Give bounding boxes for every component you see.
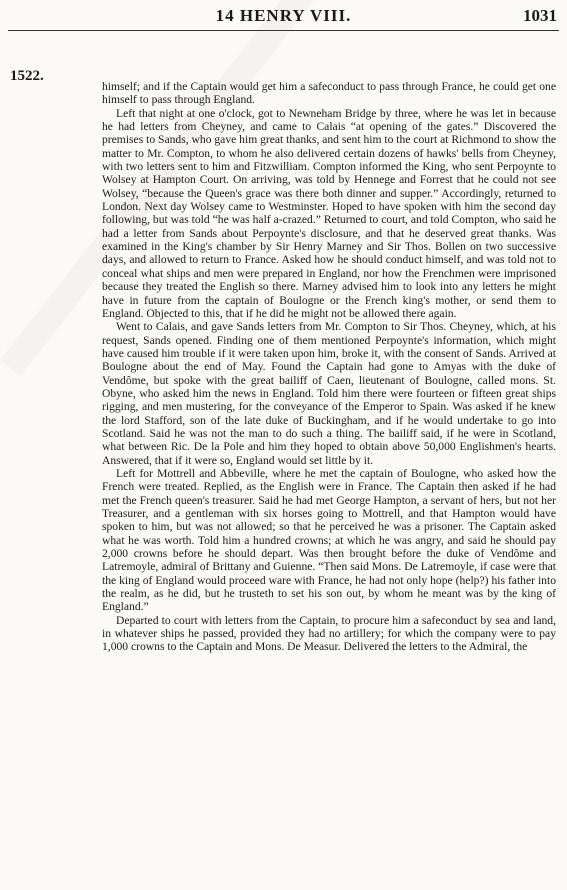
header-rule <box>8 30 559 31</box>
page-number: 1031 <box>523 6 557 25</box>
paragraph: Left for Mottrell and Abbeville, where he met the captain of Boulogne, who asked how the French were treated. Replied, as the English were in France. The Captain then asked if he had met the French queen's treasurer. Said he had met George Hampton, a servant of hers, but not her Treasurer, and a gentleman with six horses going to Mottrell, and that Hampton would have spoken to him, but was not allowed; so that he perceived he was a prisoner. The Captain asked what he was worth. Told him a hundred crowns; at which he was angry, and said he should pay 2,000 crowns before he should depart. Was then brought before the duke of Vendôme and Latremoyle, admiral of Brittany and Guienne. “Then said Mons. De Latremoyle, if case were that the king of England would proceed ware with France, he had not only hope (help?) his father into the realm, as he did, but he trusteth to set his son out, by whom he meant was by the king of England.” <box>102 466 556 614</box>
paragraph: himself; and if the Captain would get him a safeconduct to pass through France, he could get one himself to pass through England. <box>102 80 556 107</box>
paragraph: Departed to court with letters from the Captain, to procure him a safeconduct by sea and land, in whatever ships he passed, provided they had no artillery; for which the company were to pay 1,000 crowns to the Captain and Mons. De Measur. Delivered the letters to the Admiral, the <box>102 613 556 654</box>
body-text <box>102 80 556 654</box>
running-head: 14 HENRY VIII. <box>215 6 352 25</box>
paragraph: Left that night at one o'clock, got to Newneham Bridge by three, where he was let in because he had letters from Cheyney, and came to Calais “at opening of the gates.” Discovered the premises to Sands, who gave him great thanks, and sent him to the court at Richmond to show the matter to Mr. Compton, to whom he also delivered certain dozens of hawks' bells from Cheyney, with two letters sent to him and Fitzwilliam. Compton informed the King, who sent Perpoynte to Wolsey at Hampton Court. On arriving, was told by Hennege and Forrest that he could not see Wolsey, “because the Queen's grace was there both dinner and supper.” Accordingly, returned to London. Next day Wolsey came to Westminster. Hoped to have spoken with him the second day following, but was told “he was half a-crazed.” Returned to court, and told Compton, who said he had a letter from Sands about Perpoynte's disclosure, and that he deserved great thanks. Was examined in the King's chamber by Sir Henry Marney and Sir Thos. Bollen on two successive days, and allowed to return to France. Asked how he should conduct himself, and was told not to conceal what ships and men were prepared in England, nor how the Frenchmen were imprisoned because they treated the English so there. Marney advised him to look into any letters he might have in future from the captain of Boulogne or the French king's mother, or send them to England. Objected to this, that if he did he might not be allowed there again. <box>102 106 557 320</box>
paragraph: Went to Calais, and gave Sands letters from Mr. Compton to Sir Thos. Cheyney, which, at his request, Sands opened. Finding one of them mentioned Perpoynte's information, which might have caused him trouble if it were taken upon him, broke it, with the consent of Sands. Arrived at Boulogne about the end of May. Found the Captain had gone to Amyas with the duke of Vendôme, but spoke with the great bailiff of Caen, lieutenant of Boulogne, called mons. St. Obyne, who asked him the news in England. Told him there were fourteen or fifteen great ships rigging, and men mustering, for the conveyance of the Emperor to Spain. Was asked if he knew the lord Stafford, son of the late duke of Buckingham, and if he would undertake to go into Scotland. Said he was not the man to do such a thing. The bailiff said, if he were in Scotland, what between Ric. De la Pole and him they hoped to obtain above 50,000 Englishmen's hearts. Answered, that if it were so, England would set little by it. <box>102 320 556 467</box>
margin-year: 1522. <box>10 68 44 84</box>
